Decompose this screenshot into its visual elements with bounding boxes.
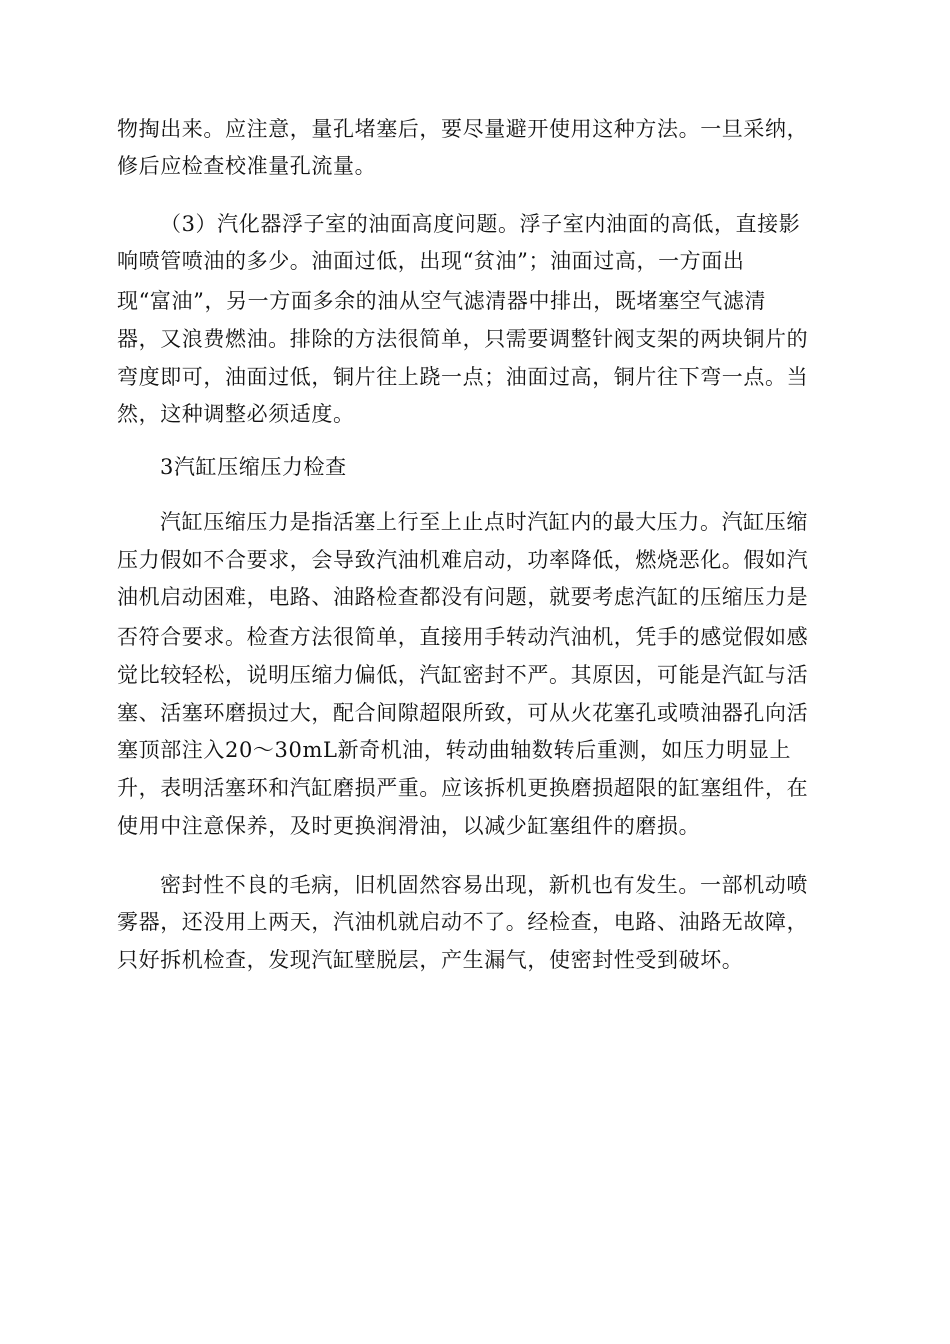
paragraph-line: 塞、活塞环磨损过大，配合间隙超限所致，可从火花塞孔或喷油器孔向活 — [117, 701, 809, 725]
paragraph-line: 响喷管喷油的多少。油面过低，出现“贫油”；油面过高，一方面出 — [117, 249, 745, 273]
paragraph-line: 物掏出来。应注意，量孔堵塞后，要尽量避开使用这种方法。一旦采纳， — [117, 117, 809, 141]
paragraph-line: 否符合要求。检查方法很简单，直接用手转动汽油机，凭手的感觉假如感 — [117, 625, 809, 649]
paragraph-line: 压力假如不合要求，会导致汽油机难启动，功率降低，燃烧恶化。假如汽 — [117, 548, 809, 572]
paragraph-line: 塞顶部注入20～30mL新奇机油，转动曲轴数转后重测，如压力明显上 — [117, 738, 792, 762]
section-heading: 3汽缸压缩压力检查 — [160, 455, 347, 479]
paragraph-line: 密封性不良的毛病，旧机固然容易出现，新机也有发生。一部机动喷 — [160, 873, 808, 897]
paragraph-line: 然，这种调整必须适度。 — [117, 402, 355, 426]
paragraph-line: 只好拆机检查，发现汽缸壁脱层，产生漏气，使密封性受到破坏。 — [117, 948, 744, 972]
paragraph-line: 汽缸压缩压力是指活塞上行至上止点时汽缸内的最大压力。汽缸压缩 — [160, 510, 808, 534]
paragraph-line: 弯度即可，油面过低，铜片往上跷一点；油面过高，铜片往下弯一点。当 — [117, 365, 809, 389]
paragraph-line: 器，又浪费燃油。排除的方法很简单，只需要调整针阀支架的两块铜片的 — [117, 327, 809, 351]
paragraph-line: 修后应检查校准量孔流量。 — [117, 154, 377, 178]
paragraph-line: 使用中注意保养，及时更换润滑油，以减少缸塞组件的磨损。 — [117, 814, 701, 838]
paragraph-line: 油机启动困难，电路、油路检查都没有问题，就要考虑汽缸的压缩压力是 — [117, 585, 809, 609]
paragraph-line: 现“富油”，另一方面多余的油从空气滤清器中排出，既堵塞空气滤清 — [117, 289, 767, 313]
paragraph-line: （3）汽化器浮子室的油面高度问题。浮子室内油面的高低，直接影 — [160, 212, 801, 236]
paragraph-line: 升，表明活塞环和汽缸磨损严重。应该拆机更换磨损超限的缸塞组件，在 — [117, 776, 809, 800]
paragraph-line: 雾器，还没用上两天，汽油机就启动不了。经检查，电路、油路无故障， — [117, 910, 809, 934]
paragraph-line: 觉比较轻松，说明压缩力偏低，汽缸密封不严。其原因，可能是汽缸与活 — [117, 663, 809, 687]
